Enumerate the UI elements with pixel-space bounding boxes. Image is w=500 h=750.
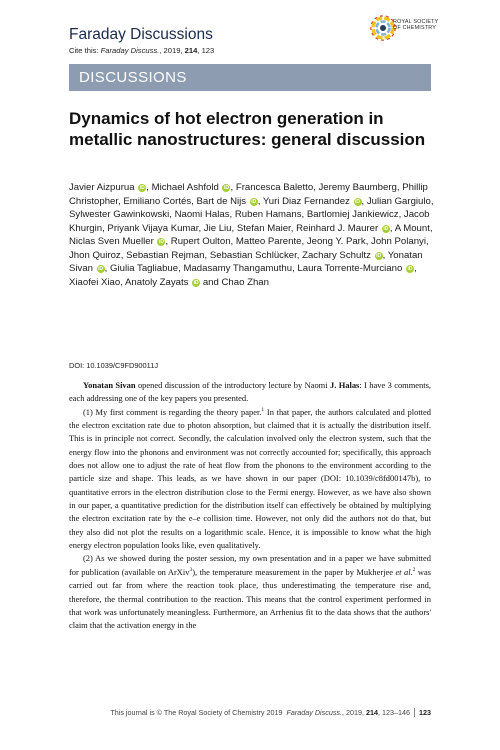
- author-name: Jie Liu: [203, 222, 232, 234]
- author-name: Giulia Tagliabue: [110, 263, 179, 274]
- author-name: Emiliano Cortés: [123, 195, 192, 207]
- page-number: 123: [419, 708, 431, 717]
- author: [69, 236, 165, 247]
- author: [125, 277, 200, 288]
- author: [302, 250, 382, 261]
- author: [371, 236, 426, 247]
- author-name: Bartlomiej Jankiewicz: [306, 209, 399, 220]
- author: [152, 182, 231, 193]
- ref-3[interactable]: 3: [189, 566, 193, 573]
- ref-1[interactable]: 1: [261, 406, 265, 413]
- author-name: Javier Aizpurua: [69, 182, 135, 193]
- author: [235, 209, 302, 220]
- paragraph-2: (1) My first comment is regarding the theory paper.$^1$ In that paper, the authors calculated and plotted the electron excitation rate due to photon absorption, but claimed that it is actually the distribution itself. This is in principle not correct. Secondly, the calculation involved only the electron system, such that the energy flow into the phonons and environment was not correctly accounted for; specifically, this approach does not allow one to adjust the rate of heat flow from the phonons to the environment according to the particle size and shape. This leads, as we have shown in our paper (DOI: 10.1039/c8fd00147b), to quantitative errors in the electron distribution close to the Fermi energy. However, as we have also shown in our paper, a quantitative prediction for the distribution itself can effectively be obtained by multiplying the electron excitation rate by the e–e collision time. However, not only did the authors not do that, but they also did not plot the results on a logarithmic scale. Hence, it is impossible to know what the high energy electron population looks like, even qualitatively.: [69, 406, 431, 551]
- logo-line-1: ROYAL SOCIETY: [393, 19, 439, 25]
- author-name: Naomi Halas: [174, 209, 230, 220]
- author-name: Sebastian Schlücker: [209, 249, 297, 261]
- section-label: DISCUSSIONS: [79, 69, 187, 86]
- author-name: Yuri Diaz Fernandez: [262, 195, 350, 207]
- author-name: John Polanyi: [371, 236, 426, 247]
- author-list: Javier Aizpurua iD , Michael Ashfold iD , Francesca Baletto, Jeremy Baumberg, Phillip Christopher, Emiliano Cortés, Bart de Nijs iD , Yuri Diaz Fernandez iD , Julian Gargiulo, Sylwester Gawinkowski, Naomi Halas, Ruben Hamans, Bartlomiej Jankiewicz, Jacob Khurgin, Priyank Vijaya Kumar, Jie Liu, Stefan Maier, Reinhard J. Maurer iD , A Mount, Niclas Sven Mueller iD , Rupert Oulton, Matteo Parente, Jeong Y. Park, John Polanyi, Jhon Quiroz, Sebastian Rejman, Sebastian Schlücker, Zachary Schultz iD , Yonatan Sivan iD , Giulia Tagliabue, Madasamy Thangamuthu, Laura Torrente-Murciano iD , Xiaofei Xiao, Anatoly Zayats iD and Chao Zhan: [69, 182, 434, 288]
- orcid-icon[interactable]: iD: [98, 266, 104, 272]
- author: [367, 196, 431, 207]
- author-name: Francesca Baletto: [235, 182, 314, 193]
- author: [236, 182, 313, 193]
- orcid-icon[interactable]: iD: [407, 266, 413, 272]
- orcid-icon[interactable]: iD: [158, 239, 164, 245]
- author: [307, 236, 366, 247]
- author: [395, 223, 430, 234]
- cite-volume: 214: [184, 46, 198, 55]
- author-name: Reinhard J. Maurer: [296, 222, 379, 234]
- author: [236, 236, 302, 247]
- author-name: Sebastian Rejman: [126, 249, 205, 261]
- logo-line-2: OF CHEMISTRY: [393, 25, 437, 32]
- author: [69, 209, 169, 220]
- author: [110, 263, 178, 274]
- author-name: Phillip Christopher: [69, 182, 428, 207]
- author-name: Bart de Nijs: [196, 195, 247, 207]
- author: [319, 182, 397, 193]
- author: [222, 277, 269, 288]
- author: [175, 209, 230, 220]
- author-name: Stefan Maier: [236, 222, 291, 234]
- author-name: Jhon Quiroz: [69, 249, 121, 261]
- rsc-logo-text: [393, 19, 438, 31]
- author-name: Rupert Oulton: [170, 236, 231, 247]
- author-name: Anatoly Zayats: [125, 276, 189, 288]
- author-name: Matteo Parente: [235, 236, 302, 247]
- cite-journal: Faraday Discuss.: [100, 46, 160, 55]
- paragraph-1: Yonatan Sivan opened discussion of the introductory lecture by Naomi J. Halas: I have 3 comments, each addressing one of the key papers you presented.: [69, 380, 431, 404]
- author-name: Niclas Sven Mueller: [69, 236, 154, 247]
- footer-divider: [414, 708, 415, 717]
- author: [263, 196, 362, 207]
- orcid-icon[interactable]: iD: [383, 225, 389, 232]
- cite-prefix: Cite this:: [69, 46, 101, 55]
- author: [237, 223, 291, 234]
- author: [69, 277, 120, 288]
- cite-page: , 123: [197, 46, 215, 55]
- author-name: Julian Gargiulo: [366, 195, 431, 207]
- author: [171, 236, 231, 247]
- author: [69, 250, 121, 261]
- author: [204, 223, 232, 234]
- author-name: Jacob Khurgin: [69, 209, 430, 234]
- article-title: Dynamics of hot electron generation in metallic nanostructures: general discussion: [69, 109, 426, 149]
- section-banner: [69, 64, 431, 91]
- author: [183, 263, 292, 274]
- author-name: Jeremy Baumberg: [318, 182, 397, 193]
- author: [210, 250, 297, 261]
- citation-line: [69, 46, 214, 55]
- author-name: Michael Ashfold: [151, 182, 219, 193]
- speaker-name: Yonatan Sivan: [83, 380, 136, 390]
- orcid-icon[interactable]: iD: [251, 198, 257, 205]
- author-name: A Mount: [394, 222, 430, 234]
- author-name: Jeong Y. Park: [306, 236, 366, 247]
- author-name: Laura Torrente-Murciano: [297, 263, 403, 274]
- author-name: Zachary Schultz: [302, 249, 371, 261]
- author-name: Chao Zhan: [221, 276, 269, 288]
- author: [126, 250, 204, 261]
- author: [296, 223, 390, 234]
- orcid-icon[interactable]: iD: [139, 185, 145, 191]
- author-name: Madasamy Thangamuthu: [183, 263, 293, 274]
- author: [307, 209, 399, 220]
- paragraph-3: (2) As we showed during the poster session, my own presentation and in a paper we have submitted for publication (available on ArXiv$^3$), the temperature measurement in the paper by Mukherjee et al.$^2$ was carried out far from where the reaction took place, thus underestimating the temperature rise and, therefore, the thermal contribution to the reaction. This means that the control experiment performed in that work was unfortunately meaningless. Furthermore, an Arrhenius fit to the data shows that the authors' claim that the activation energy in the: [69, 553, 432, 631]
- orcid-icon[interactable]: iD: [223, 185, 229, 191]
- author-name: Priyank Vijaya Kumar: [107, 222, 199, 234]
- doi: DOI: 10.1039/C9FD90011J: [69, 361, 159, 370]
- orcid-icon[interactable]: iD: [376, 252, 382, 259]
- article-body: [69, 379, 431, 633]
- author-name: Sylwester Gawinkowski: [69, 209, 170, 220]
- author: [69, 182, 146, 193]
- page-footer: This journal is © The Royal Society of Chemistry 2019 Faraday Discuss., 2019, 214, 123–146 123: [110, 708, 431, 717]
- author: [123, 196, 191, 207]
- author-joiner: and: [200, 276, 222, 288]
- cite-year: , 2019,: [159, 46, 185, 55]
- orcid-icon[interactable]: iD: [193, 279, 199, 286]
- journal-name: Faraday Discussions: [69, 26, 213, 43]
- author: [297, 263, 414, 274]
- author: [107, 223, 198, 234]
- author-name: Yonatan Sivan: [69, 249, 423, 274]
- author: [196, 196, 257, 207]
- orcid-icon[interactable]: iD: [355, 198, 360, 205]
- author-name: Ruben Hamans: [234, 209, 302, 220]
- ref-2[interactable]: 2: [412, 566, 416, 573]
- author-name: Xiaofei Xiao: [69, 276, 121, 288]
